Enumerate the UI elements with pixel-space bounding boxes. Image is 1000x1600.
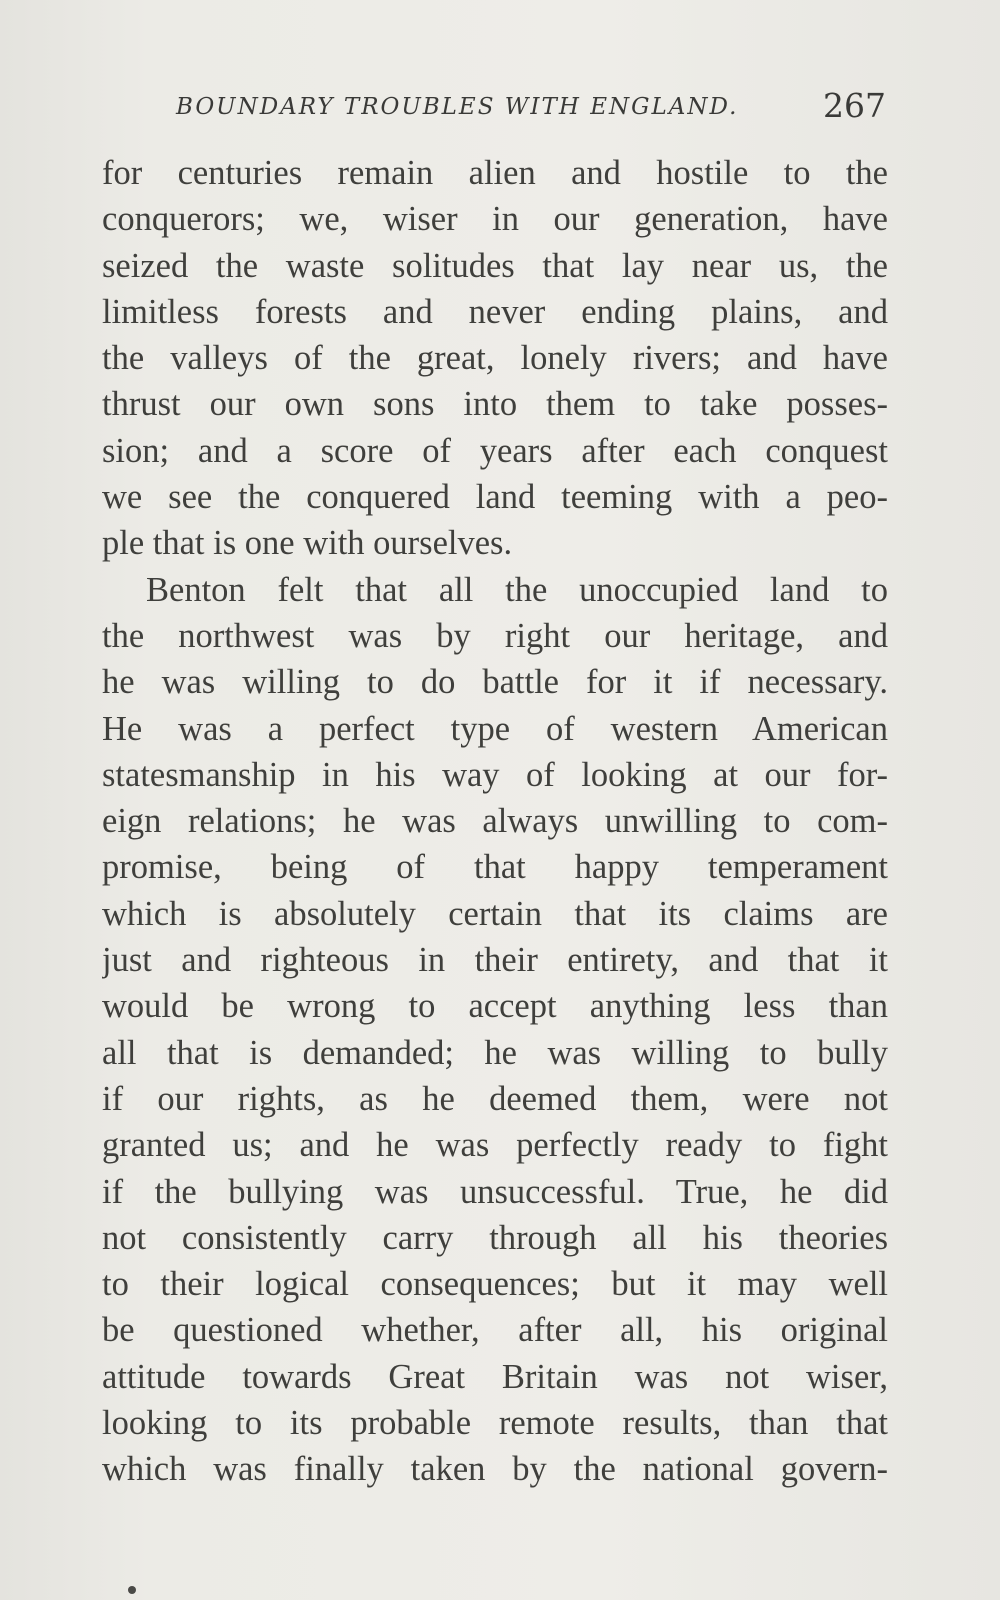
paragraph-start-line: Benton felt that all the unoccupied land to [146,570,888,609]
text-line: we see the conquered land teeming with a peo- [102,478,888,517]
body-text [102,150,888,1493]
text-line: for centuries remain alien and hostile to the [102,154,888,192]
text-line: if our rights, as he deemed them, were not [102,1079,888,1118]
text-line: just and righteous in their entirety, and that it [102,941,888,980]
text-line: conquerors; we, wiser in our generation, have [102,200,888,239]
text-line: He was a perfect type of western American [102,709,888,748]
text-line: sion; and a score of years after each conquest [102,431,888,470]
text-line: he was willing to do battle for it if necessary. [102,663,888,702]
text-line: the valleys of the great, lonely rivers; and have [102,339,888,378]
text-line: seized the waste solitudes that lay near us, the [102,246,888,285]
text-line: which was finally taken by the national govern- [102,1450,888,1489]
text-line: be questioned whether, after all, his original [102,1311,888,1350]
text-line: the northwest was by right our heritage, and [102,616,888,655]
text-line: not consistently carry through all his theories [102,1218,888,1257]
text-line: looking to its probable remote results, than that [102,1404,888,1443]
text-line: all that is demanded; he was willing to bully [102,1033,888,1072]
text-line: to their logical consequences; but it may well [102,1265,888,1304]
text-line: limitless forests and never ending plains, and [102,292,888,331]
running-title: BOUNDARY TROUBLES WITH ENGLAND. [176,94,739,120]
text-line: attitude towards Great Britain was not wiser, [102,1357,888,1396]
running-head [176,86,886,136]
text-line: granted us; and he was perfectly ready to fight [102,1126,888,1165]
page-number: 267 [823,86,886,125]
ink-speck [128,1586,136,1594]
text-line: promise, being of that happy temperament [102,848,888,887]
text-line: statesmanship in his way of looking at our for- [102,755,888,794]
text-line: ple that is one with ourselves. [102,524,513,563]
text-line: would be wrong to accept anything less than [102,987,888,1026]
text-line: thrust our own sons into them to take posses- [102,385,888,424]
text-line: eign relations; he was always unwilling to com- [102,802,888,841]
text-line: which is absolutely certain that its claims are [102,894,888,933]
text-line: if the bullying was unsuccessful. True, he did [102,1172,888,1211]
